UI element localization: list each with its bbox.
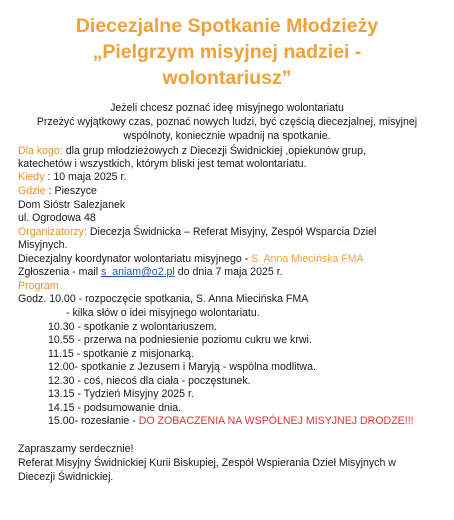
- program-final-highlight: DO ZOBACZENIA NA WSPÓLNEJ MISYJNEJ DRODZE!!!: [138, 415, 414, 427]
- closing-line-1: Zapraszamy serdecznie!: [18, 443, 134, 455]
- where-label: Gdzie: [18, 185, 46, 197]
- title-line-3: wolontariusz”: [162, 67, 292, 89]
- for-whom-text: dla grup młodzieżowych z Diecezji Świdnickiej ,opiekunów grup,: [62, 145, 367, 157]
- program-final-time: 15.00- rozesłanie -: [48, 415, 139, 427]
- coordinator-text: Diecezjalny koordynator wolontariatu misyjnego -: [18, 253, 252, 265]
- title-line-2: „Pielgrzym misyjnej nadziei -: [92, 41, 362, 63]
- program-item-7: 13.15 - Tydzień Misyjny 2025 r.: [48, 388, 194, 400]
- registration-text: Zgłoszenia - mail: [18, 266, 102, 278]
- coordinator-name: S. Anna Miecińska FMA: [251, 253, 364, 265]
- when-line: [18, 171, 126, 184]
- where-line-2: Dom Sióstr Salezjanek: [18, 199, 126, 211]
- where-line-3: ul. Ogrodowa 48: [18, 212, 96, 224]
- registration-deadline: do dnia 7 maja 2025 r.: [174, 266, 283, 278]
- organizers-line-2: Misyjnych.: [18, 239, 68, 251]
- program-item-8: 14.15 - podsumowanie dnia.: [48, 402, 182, 414]
- where-line: [18, 185, 97, 198]
- coordinator-line: [18, 253, 364, 266]
- program-item-5: 12.00- spotkanie z Jezusem i Maryją - wspólna modlitwa.: [48, 361, 316, 373]
- organizers-label: Organizatorzy:: [18, 226, 87, 238]
- for-whom-label: Dla kogo:: [18, 145, 63, 157]
- program-item-final: [48, 415, 414, 428]
- program-item-4: 11.15 - spotkanie z misjonarką.: [48, 348, 194, 360]
- intro-line-2: Przeżyć wyjątkowy czas, poznać nowych ludzi, być częścią diecezjalnej, misyjnej: [36, 116, 418, 128]
- program-item-2: 10.30 - spotkanie z wolontariuszem.: [48, 321, 217, 333]
- for-whom-line-2: katechetów i wszystkich, którym bliski jest temat wolontariatu.: [18, 158, 307, 170]
- when-text: : 10 maja 2025 r.: [44, 171, 127, 183]
- organizers-text: Diecezja Świdnicka – Referat Misyjny, Zespół Wsparcia Dziel: [86, 226, 377, 238]
- intro-line-1: Jeżeli chcesz poznać ideę misyjnego wolontariatu: [110, 102, 344, 114]
- intro-line-3: wspólnoty, koniecznie wpadnij na spotkanie.: [123, 130, 331, 142]
- program-item-6: 12.30 - coś, niecoś dla ciała - poczęstunek.: [48, 375, 251, 387]
- when-label: Kiedy: [18, 171, 45, 183]
- registration-email-link[interactable]: s_aniam@o2.pl: [101, 266, 175, 278]
- program-item-0: Godz. 10.00 - rozpoczęcie spotkania, S. Anna Miecińska FMA: [18, 293, 309, 305]
- title-line-1: Diecezjalne Spotkanie Młodzieży: [75, 15, 379, 37]
- program-item-3: 10.55 - przerwa na podniesienie poziomu cukru we krwi.: [48, 334, 312, 346]
- organizers-line-1: [18, 226, 376, 239]
- closing-line-3: Diecezji Świdnickiej.: [18, 471, 114, 483]
- program-label: Program: [18, 280, 59, 292]
- for-whom-line-1: [18, 145, 366, 158]
- closing-line-2: Referat Misyjny Świdnickiej Kurii Biskupiej, Zespół Wspierania Dzieł Misyjnych w: [18, 457, 396, 469]
- registration-line: [18, 266, 283, 279]
- where-text: : Pieszyce: [45, 185, 97, 197]
- program-item-1: - kilka słów o idei misyjnego wolontariatu.: [66, 307, 260, 319]
